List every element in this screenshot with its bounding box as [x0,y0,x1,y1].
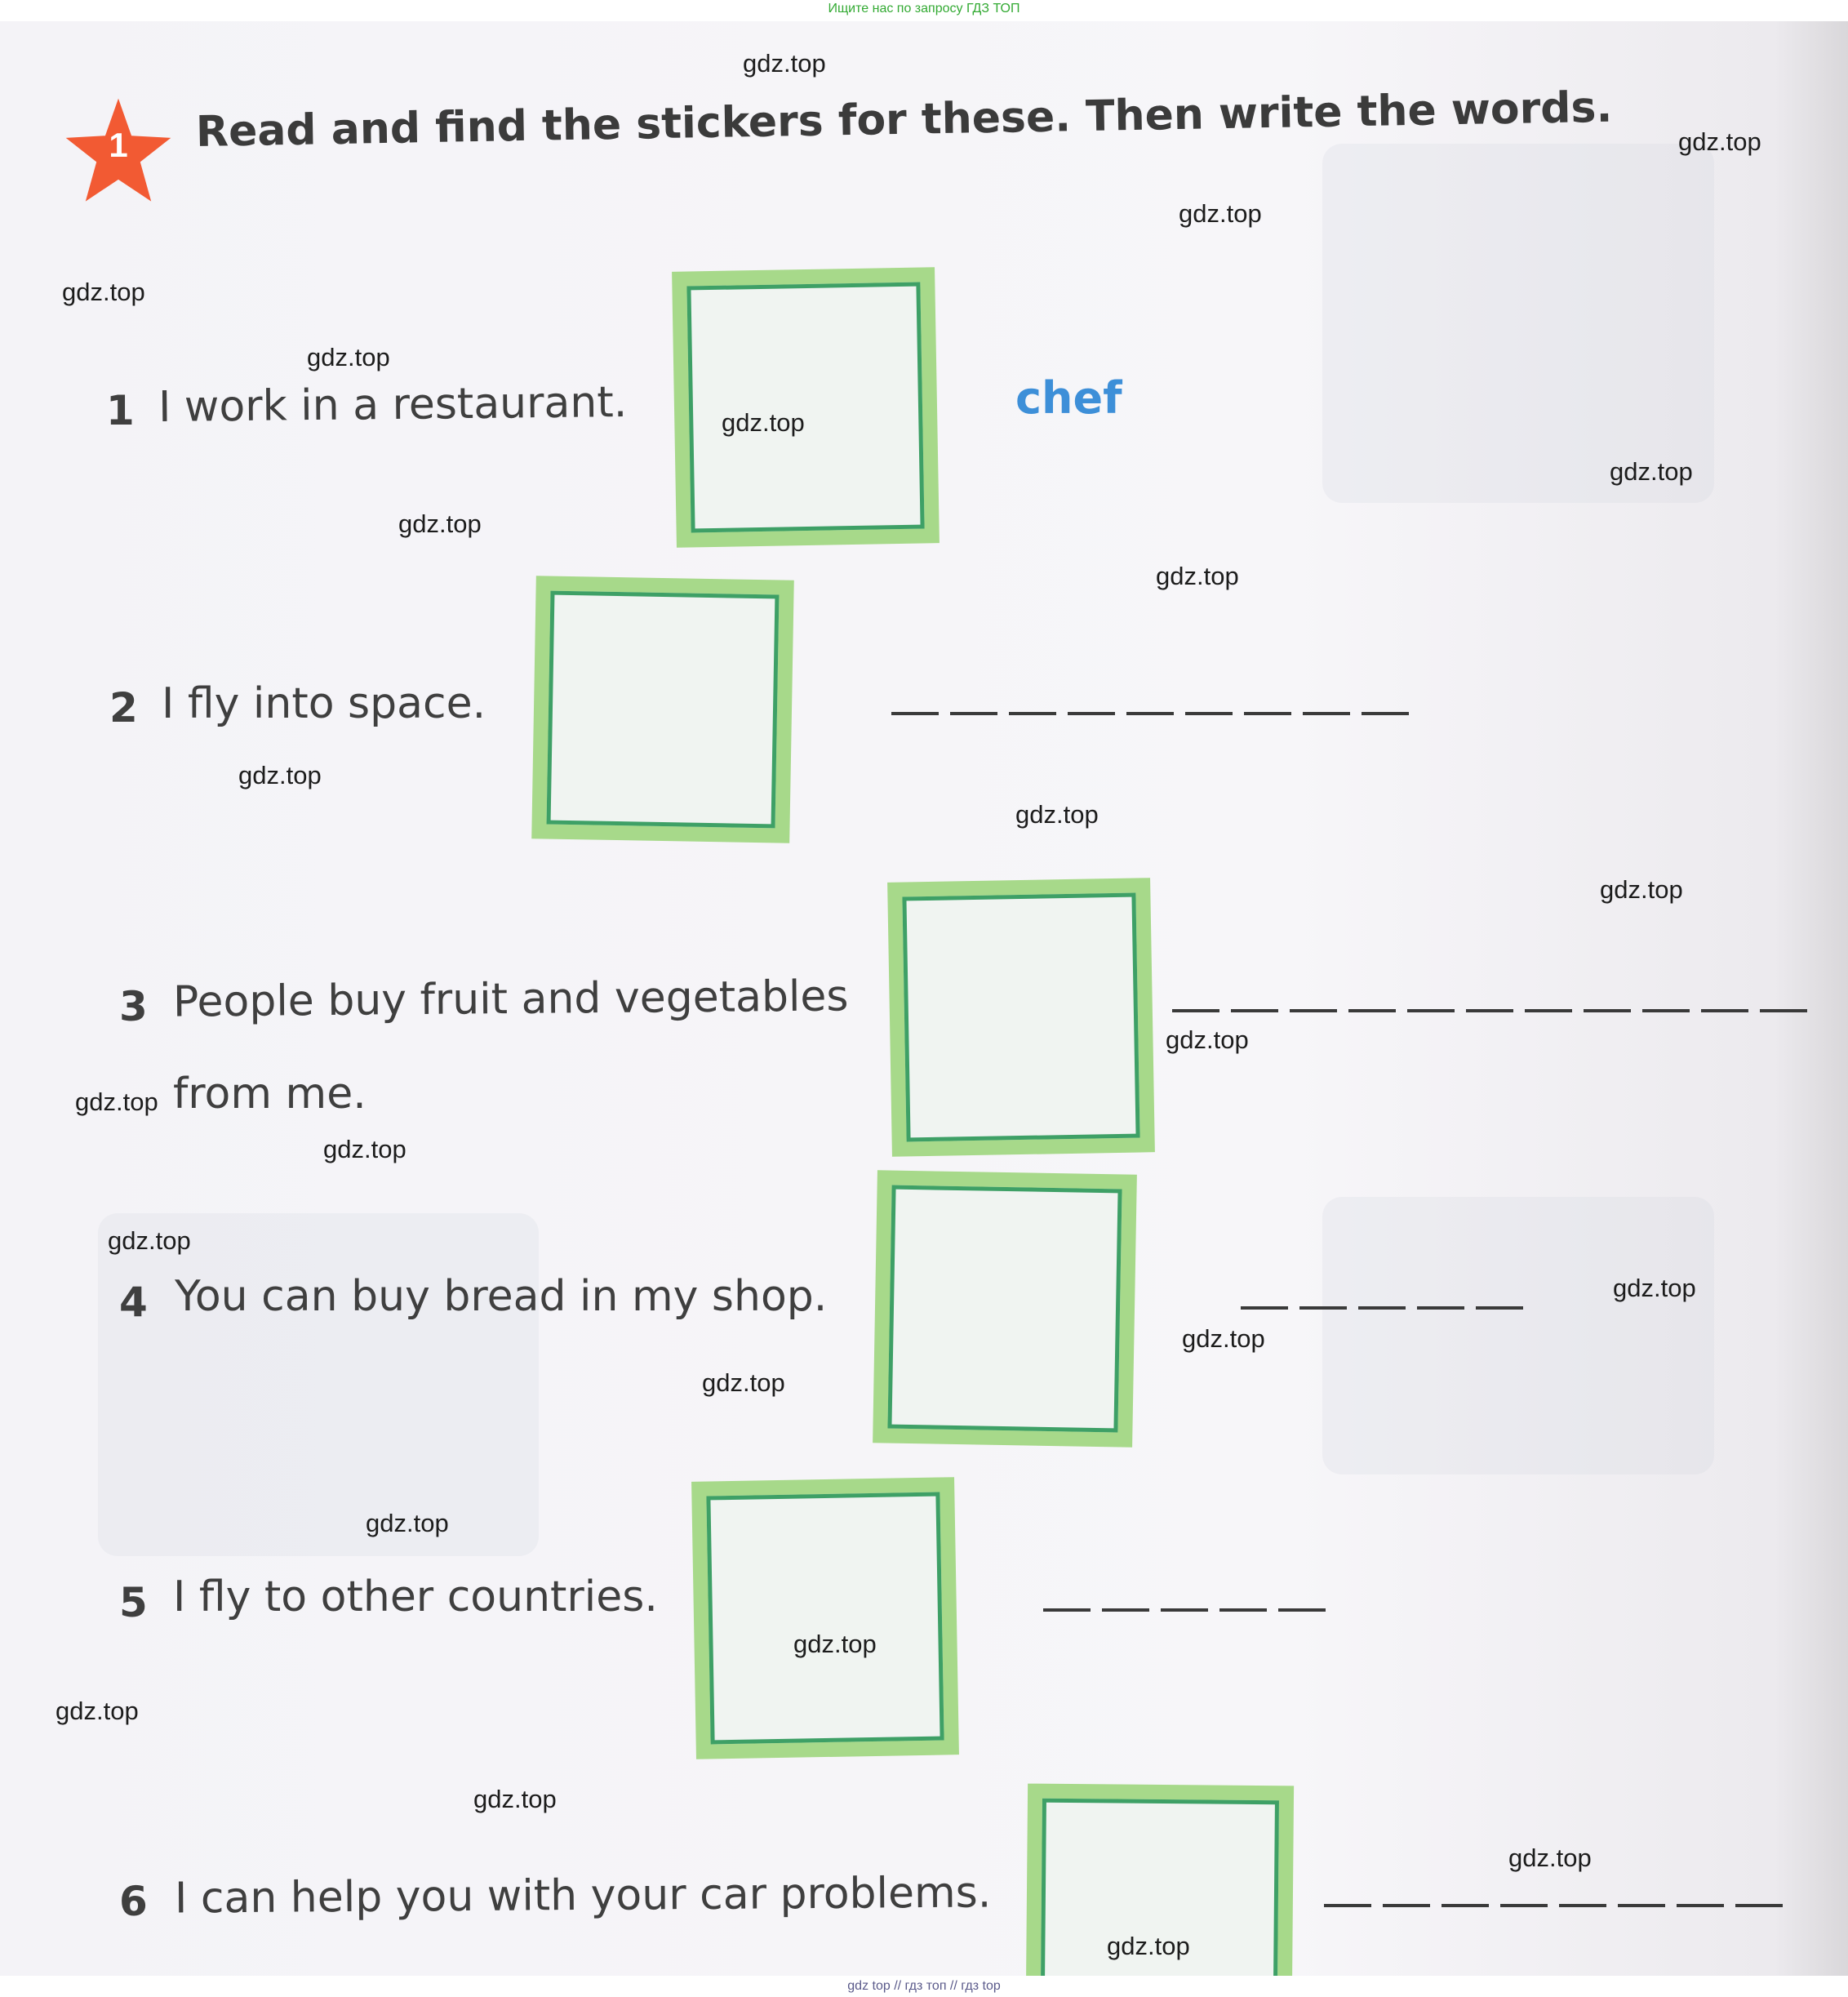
answer-dash [1760,1009,1807,1012]
answer-word: chef [1015,372,1122,424]
answer-dash [1172,1009,1219,1012]
answer-dash [1735,1904,1783,1907]
answer-dash [1500,1904,1548,1907]
watermark: gdz.top [1678,127,1761,156]
answer-blank[interactable] [1324,1904,1783,1907]
watermark: gdz.top [56,1697,139,1725]
answer-dash [1219,1608,1267,1612]
answer-blank[interactable] [1172,1009,1807,1012]
answer-dash [1126,712,1174,715]
answer-dash [1701,1009,1748,1012]
answer-dash [1466,1009,1513,1012]
answer-dash [1241,1306,1288,1310]
item-text: People buy fruit and vegetables [172,972,849,1027]
top-banner: Ищите нас по запросу ГДЗ ТОП [0,0,1848,21]
watermark: gdz.top [1508,1844,1592,1872]
ghost-illustration [1322,144,1714,503]
answer-blank[interactable] [1241,1306,1523,1310]
watermark: gdz.top [238,761,322,789]
answer-dash [1231,1009,1278,1012]
item-text-continued: from me. [173,1070,366,1119]
watermark: gdz.top [75,1087,158,1116]
answer-dash [1185,712,1233,715]
item-text: I can help you with your car problems. [174,1868,992,1924]
item-number: 5 [119,1579,148,1626]
item-number: 4 [119,1279,148,1326]
ghost-illustration [1322,1197,1714,1474]
sticker-box[interactable] [531,576,794,843]
watermark: gdz.top [62,278,145,306]
answer-dash [1290,1009,1337,1012]
answer-dash [1642,1009,1690,1012]
answer-dash [1303,712,1350,715]
item-number: 3 [119,983,148,1030]
answer-dash [1358,1306,1406,1310]
item-text: I work in a restaurant. [158,377,628,433]
answer-dash [1299,1306,1347,1310]
watermark: gdz.top [722,408,805,437]
watermark: gdz.top [743,49,826,78]
answer-dash [1417,1306,1464,1310]
answer-dash [891,712,939,715]
watermark: gdz.top [1107,1932,1190,1960]
answer-dash [1383,1904,1430,1907]
answer-dash [1525,1009,1572,1012]
answer-dash [1068,712,1115,715]
watermark: gdz.top [1179,199,1262,228]
answer-dash [1348,1009,1396,1012]
item-text: I fly into space. [162,679,486,728]
watermark: gdz.top [1613,1274,1696,1302]
answer-dash [1244,712,1291,715]
item-text: I fly to other countries. [173,1572,658,1621]
answer-dash [1407,1009,1455,1012]
ghost-illustration [98,1213,539,1556]
exercise-star-icon [64,96,173,206]
sticker-box[interactable] [887,878,1155,1157]
item-number: 2 [109,684,138,732]
watermark: gdz.top [473,1785,557,1813]
answer-dash [1362,712,1409,715]
watermark: gdz.top [398,509,482,538]
answer-dash [1324,1904,1371,1907]
answer-dash [1618,1904,1665,1907]
sticker-box[interactable] [691,1477,959,1759]
answer-dash [950,712,997,715]
watermark: gdz.top [108,1226,191,1255]
watermark: gdz.top [702,1368,785,1397]
answer-dash [1442,1904,1489,1907]
watermark: gdz.top [323,1135,406,1163]
item-number: 1 [106,387,135,434]
watermark: gdz.top [307,343,390,371]
watermark: gdz.top [366,1509,449,1537]
watermark: gdz.top [793,1630,877,1658]
answer-dash [1476,1306,1523,1310]
answer-dash [1584,1009,1631,1012]
exercise-instruction: Read and find the stickers for these. Then write the words. [195,82,1613,157]
item-text: You can buy bread in my shop. [175,1272,828,1321]
watermark: gdz.top [1600,875,1683,904]
answer-dash [1009,712,1056,715]
watermark: gdz.top [1166,1025,1249,1054]
sticker-box[interactable] [672,267,940,548]
answer-dash [1559,1904,1606,1907]
answer-dash [1677,1904,1724,1907]
watermark: gdz.top [1015,800,1099,829]
answer-dash [1278,1608,1326,1612]
watermark: gdz.top [1182,1324,1265,1353]
answer-blank[interactable] [891,712,1409,715]
answer-dash [1102,1608,1149,1612]
watermark: gdz.top [1610,457,1693,486]
bottom-banner: gdz top // гдз топ // гдз top [0,1976,1848,1997]
answer-dash [1043,1608,1091,1612]
sticker-box[interactable] [873,1170,1137,1447]
exercise-number: 1 [109,126,128,164]
answer-blank[interactable] [1043,1608,1326,1612]
item-number: 6 [119,1878,148,1925]
watermark: gdz.top [1156,562,1239,590]
workbook-page [0,21,1848,1976]
answer-dash [1161,1608,1208,1612]
